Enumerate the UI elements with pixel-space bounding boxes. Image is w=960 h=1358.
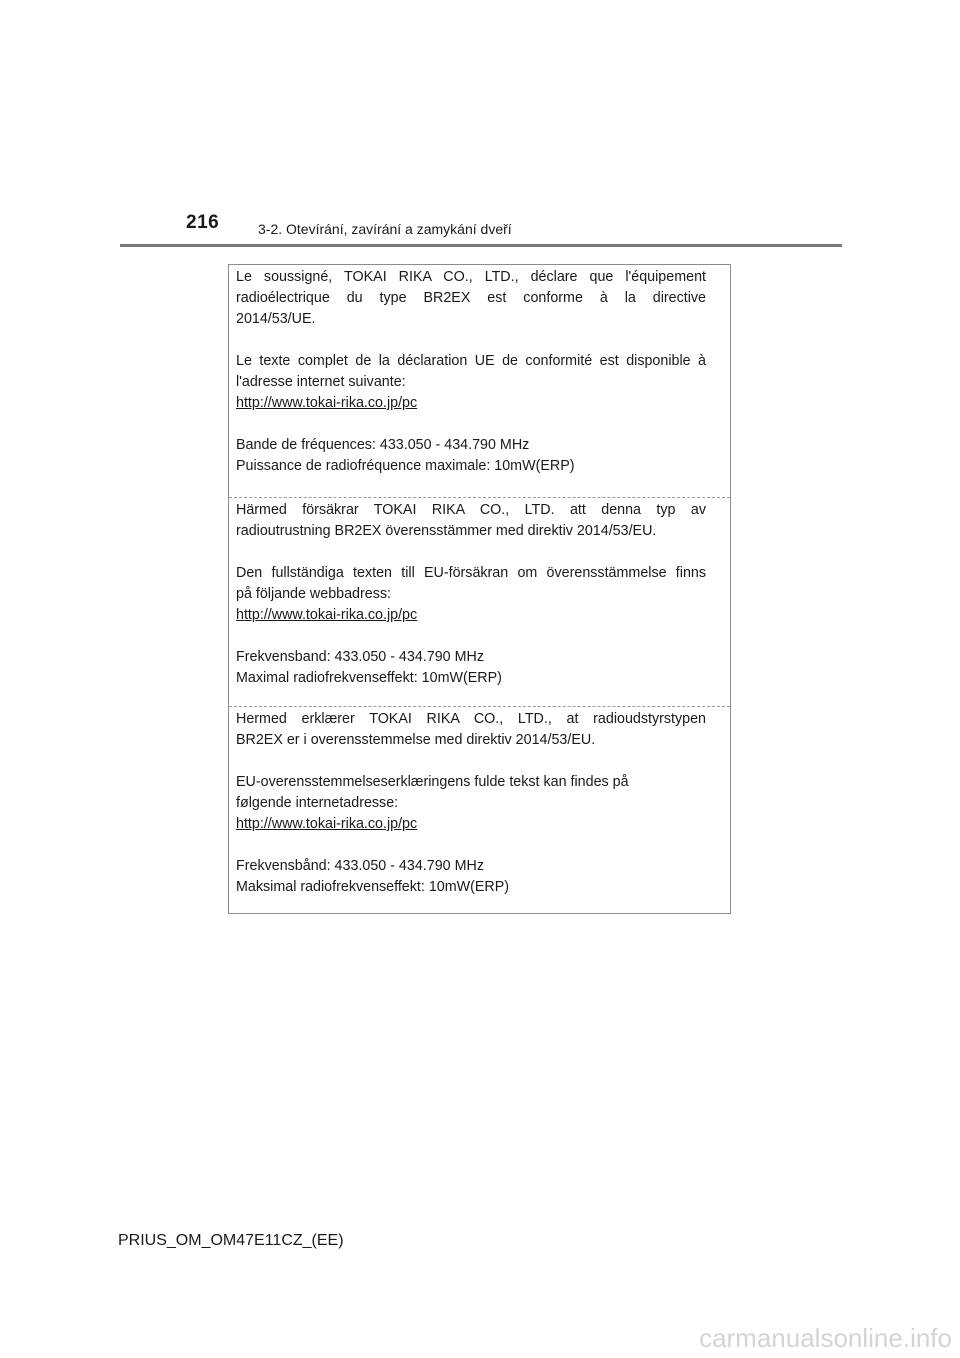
page-header [0, 0, 960, 250]
fulltext-line: på följande webbadress: [236, 586, 391, 602]
statement-line: Hermed erklærer TOKAI RIKA CO., LTD., at radioudstyrstypen [236, 711, 706, 727]
page-number: 216 [186, 212, 220, 233]
fulltext-line: følgende internetadresse: [236, 795, 399, 811]
declaration-link[interactable]: http://www.tokai-rika.co.jp/pc [236, 816, 418, 832]
statement-paragraph [236, 267, 706, 330]
fulltext-paragraph [236, 351, 706, 414]
fulltext-line: l'adresse internet suivante: [236, 374, 406, 390]
fulltext-line: Den fullständiga texten till EU-försäkran om överensstämmelse finns [236, 565, 706, 581]
watermark: carmanualsonline.info [699, 1323, 952, 1353]
frequency-text: Frekvensband: 433.050 - 434.790 MHz [236, 649, 484, 665]
declaration-link[interactable]: http://www.tokai-rika.co.jp/pc [236, 607, 418, 623]
spec-paragraph [236, 435, 706, 477]
power-text: Maximal radiofrekvenseffekt: 10mW(ERP) [236, 670, 502, 686]
statement-line: radioélectrique du type BR2EX est conforme à la directive [236, 290, 706, 306]
statement-line: radioutrustning BR2EX överensstämmer med direktiv 2014/53/EU. [236, 523, 657, 539]
declaration-french [229, 265, 730, 497]
power-text: Puissance de radiofréquence maximale: 10mW(ERP) [236, 458, 575, 474]
statement-paragraph [236, 500, 706, 542]
spec-paragraph [236, 647, 706, 689]
fulltext-paragraph [236, 563, 706, 626]
frequency-text: Frekvensbånd: 433.050 - 434.790 MHz [236, 858, 484, 874]
declaration-box [228, 264, 731, 914]
document-code: PRIUS_OM_OM47E11CZ_(EE) [118, 1232, 344, 1249]
declaration-link[interactable]: http://www.tokai-rika.co.jp/pc [236, 395, 418, 411]
statement-line: BR2EX er i overensstemmelse med direktiv 2014/53/EU. [236, 732, 596, 748]
spec-paragraph [236, 856, 706, 898]
statement-line: Härmed försäkrar TOKAI RIKA CO., LTD. att denna typ av [236, 502, 706, 518]
fulltext-line: Le texte complet de la déclaration UE de conformité est disponible à [236, 353, 706, 369]
declaration-swedish [229, 497, 730, 706]
header-divider [120, 244, 842, 247]
frequency-text: Bande de fréquences: 433.050 - 434.790 MHz [236, 437, 530, 453]
power-text: Maksimal radiofrekvenseffekt: 10mW(ERP) [236, 879, 510, 895]
fulltext-paragraph [236, 772, 706, 835]
declaration-danish [229, 706, 730, 915]
section-title: 3-2. Otevírání, zavírání a zamykání dveří [258, 221, 512, 237]
fulltext-line: EU-overensstemmelseserklæringens fulde tekst kan findes på [236, 774, 629, 790]
statement-paragraph [236, 709, 706, 751]
statement-line: 2014/53/UE. [236, 311, 316, 327]
statement-line: Le soussigné, TOKAI RIKA CO., LTD., déclare que l'équipement [236, 269, 706, 285]
